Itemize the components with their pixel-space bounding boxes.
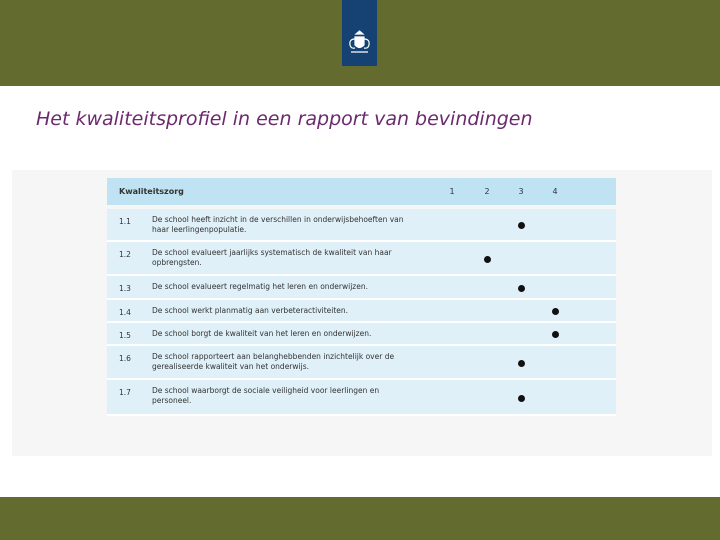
table-row <box>107 276 616 300</box>
table-header-title: Kwaliteitszorg <box>119 187 184 196</box>
row-text: De school borgt de kwaliteit van het leren en onderwijzen. <box>152 329 372 338</box>
table-body <box>107 209 616 416</box>
table-row <box>107 242 616 276</box>
score-dot <box>552 308 559 315</box>
top-bar <box>0 0 720 86</box>
bottom-bar <box>0 497 720 540</box>
table-row <box>107 346 616 380</box>
row-text: De school heeft inzicht in de verschillen in onderwijsbehoeften van haar leerlingenpopulatie. <box>152 215 404 234</box>
score-dot <box>552 331 559 338</box>
row-number: 1.5 <box>119 331 131 340</box>
table-row <box>107 209 616 242</box>
slide-title: Het kwaliteitsprofiel in een rapport van bevindingen <box>36 108 533 130</box>
row-text: De school rapporteert aan belanghebbenden inzichtelijk over de gerealiseerde kwaliteit van het onderwijs. <box>152 352 395 371</box>
row-text: De school werkt planmatig aan verbeteractiviteiten. <box>152 306 349 315</box>
column-header-3: 3 <box>518 187 524 196</box>
score-dot <box>518 285 525 292</box>
score-dot <box>518 395 525 402</box>
row-number: 1.6 <box>119 354 131 363</box>
quality-table <box>107 178 616 416</box>
row-number: 1.2 <box>119 250 131 259</box>
table-header <box>107 178 616 205</box>
score-dot <box>518 360 525 367</box>
row-number: 1.3 <box>119 284 131 293</box>
row-number: 1.4 <box>119 308 131 317</box>
table-row <box>107 323 616 346</box>
score-dot <box>518 222 525 229</box>
row-number: 1.7 <box>119 388 131 397</box>
row-text: De school evalueert regelmatig het leren en onderwijzen. <box>152 282 368 291</box>
table-row <box>107 380 616 416</box>
column-header-1: 1 <box>449 187 455 196</box>
royal-coat-of-arms-icon <box>346 30 373 56</box>
table-row <box>107 300 616 323</box>
row-text: De school evalueert jaarlijks systematisch de kwaliteit van haar opbrengsten. <box>152 248 392 267</box>
column-header-2: 2 <box>484 187 490 196</box>
row-text: De school waarborgt de sociale veiligheid voor leerlingen en personeel. <box>152 386 380 405</box>
row-number: 1.1 <box>119 217 131 226</box>
score-dot <box>484 256 491 263</box>
logo <box>342 0 377 66</box>
column-header-4: 4 <box>552 187 558 196</box>
